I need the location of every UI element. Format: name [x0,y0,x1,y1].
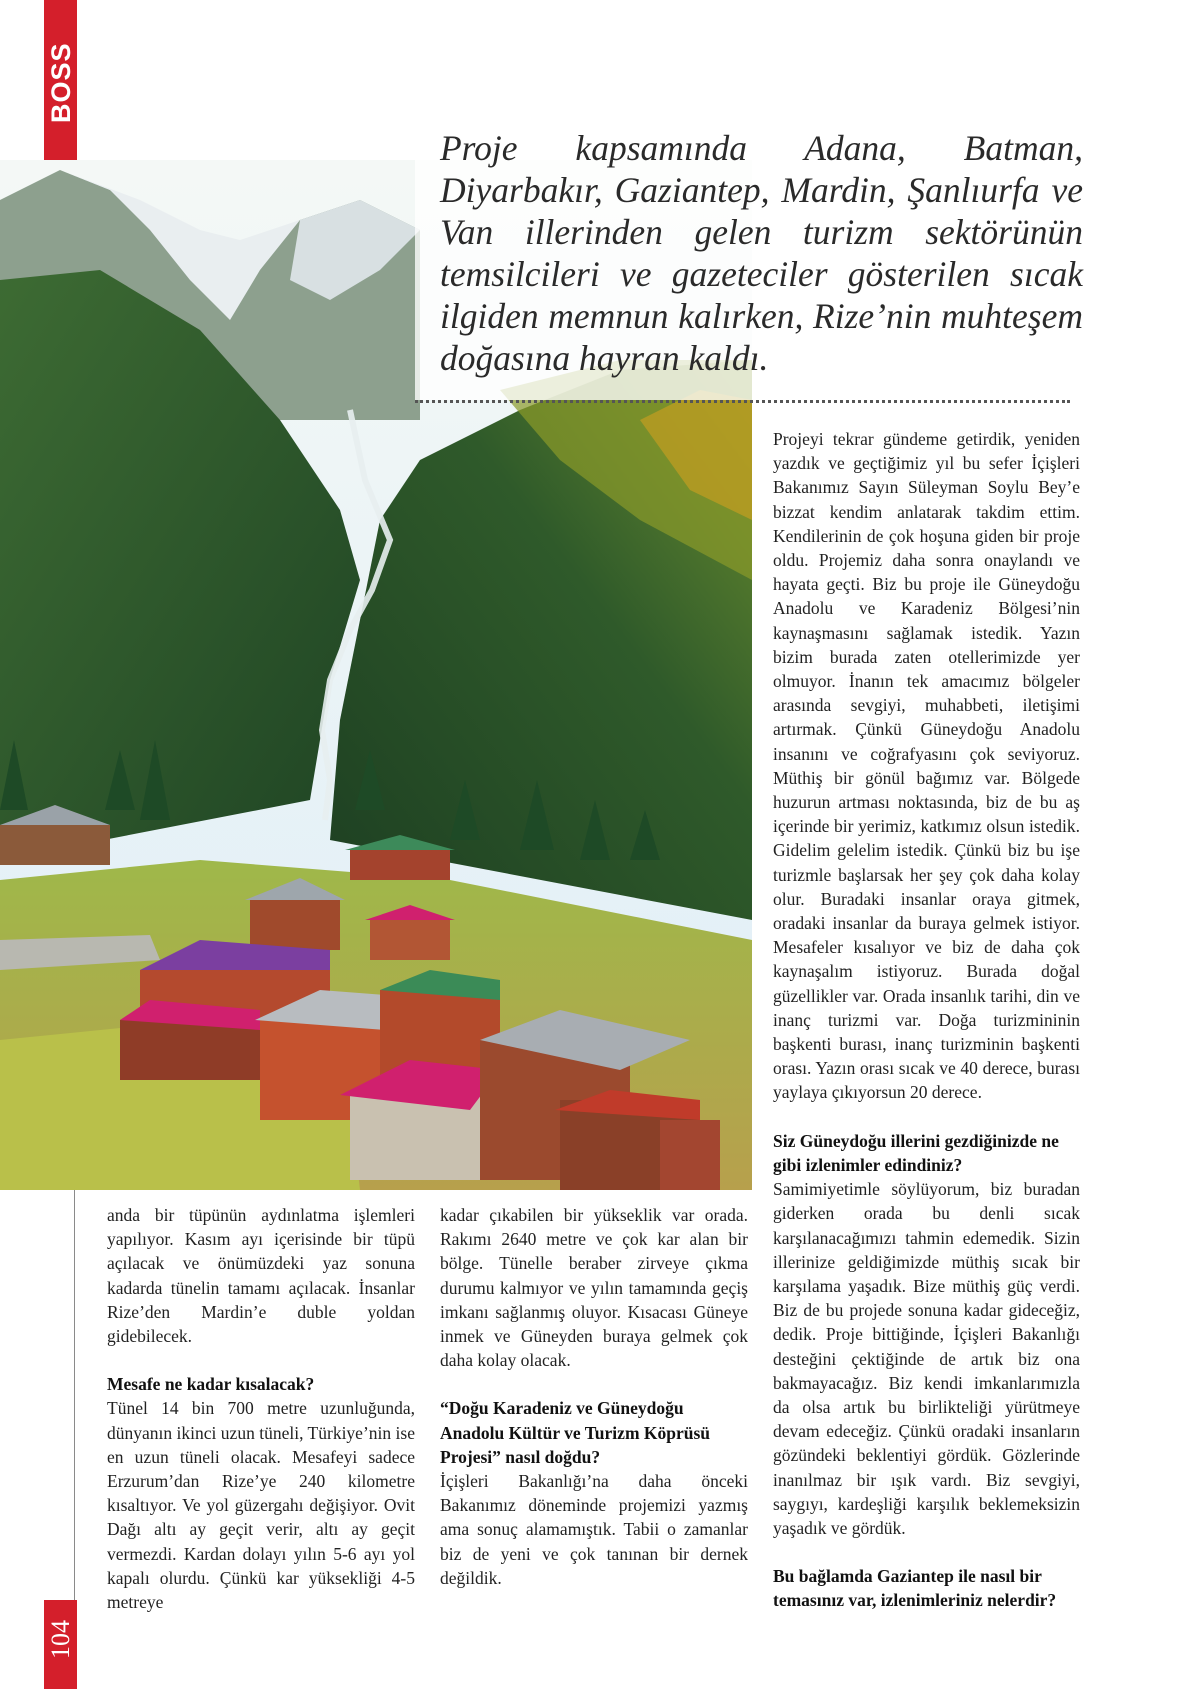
question-heading: Mesafe ne kadar kısalacak? [107,1374,315,1395]
paragraph: Samimiyetimle söylüyorum, biz buradan giderken orada bu denli sıcak karşılanacağımızı tahmin edemedik. Sizin illerinize geldiğimizde müthiş sıcak bir karşılama yaşadık. Bize müthiş güç verdi. Biz de bu projede sonuna kadar gideceğiz, dedik. Proje bittiğinde, İçişleri Bakanlığı desteğini çektiğinde de artık biz ona bakmayacağız. Biz kendi imkanlarımızla da olsa artık bu birlikteliği yürütmeye devam edeceğiz. Çünkü oradaki insanların gözündeki beklentiyi gördük. Gözlerinde inanılmaz bir ışık vardı. Biz sevgiyi, saygıyı, kardeşliği karşılık beklemeksizin yaşadık ve gördük. [773,1179,1080,1538]
question-heading: “Doğu Karadeniz ve Güneydoğu Anadolu Kültür ve Turizm Köprüsü Projesi” nasıl doğdu? [440,1398,711,1467]
article-column-left [107,1203,415,1614]
pull-quote: Proje kapsamında Adana, Batman, Diyarbakır, Gaziantep, Mardin, Şanlıurfa ve Van illerinden gelen turizm sektörünün temsilcileri ve gazeteciler gösterilen sıcak ilgiden memnun kalırken, Rize’nin muhteşem doğasına hayran kaldı. [440,128,1083,378]
dotted-divider [415,400,1070,403]
page-number: 104 [46,1620,75,1660]
paragraph: kadar çıkabilen bir yükseklik var orada. Rakımı 2640 metre ve çok kar alan bir bölge. Tünelle beraber zirveye çıkma durumu kalmıyor ve yılın tamamında geçiş imkanı sağlanmış oluyor. Kısacası Güneye inmek ve Güneyden buraya gelmek çok daha kolay olacak. [440,1205,748,1371]
question-heading: Bu bağlamda Gaziantep ile nasıl bir temasınız var, izlenimleriniz nelerdir? [773,1566,1057,1611]
article-column-middle [440,1203,748,1590]
article-column-right [773,427,1080,1613]
brand-logo: BOSS [46,42,76,123]
paragraph: Tünel 14 bin 700 metre uzunluğunda, dünyanın ikinci uzun tüneli, Türkiye’nin ise en uzun tüneli olacak. Mesafeyi sadece Erzurum’dan Rize’ye 240 kilometre kısaltıyor. Ve yol güzergahı değişiyor. Ovit Dağı altı ay geçit verir, altı ay geçit vermezdi. Kardan dolayı yılın 5-6 ayı yol kapalı olurdu. Çünkü kar yüksekliği 4-5 metreye [107,1398,415,1613]
paragraph: Projeyi tekrar gündeme getirdik, yeniden yazdık ve geçtiğimiz yıl bu sefer İçişleri Bakanımız Sayın Süleyman Soylu Bey’e bizzat kendim anlatarak takdim ettim. Kendilerinin de çok hoşuna giden bir proje oldu. Projemiz daha sonra onaylandı ve hayata geçti. Biz bu proje ile Güneydoğu Anadolu ve Karadeniz Bölgesi’nin kaynaşmasını sağlamak istedik. Yazın bizim burada zaten otellerimizde yer olmuyor. İnanın tek amacımız bölgeler arasında sevgiyi, muhabbeti, iletişimi artırmak. Çünkü Güneydoğu Anadolu insanını ve coğrafyasını çok seviyoruz. Müthiş bir gönül bağımız var. Bölgede huzurun artması noktasında, biz de bu aş içerinde bir yerimiz, katkımız olsun istedik. Gidelim gelelim istedik. Çünkü biz bu işe turizmle başlarsak her şey çok daha kolay olur. Buradaki insanlar oraya gitmek, oradaki insanlar da buraya gelmek istiyor. Mesafeler kısalıyor ve biz de daha çok kaynaşalım istiyoruz. Burada doğal güzellikler var. Orada insanlık tarihi, din ve inanç turizmi var. Doğa turizmininin başkenti burası, inanç turizminin başkenti orası. Yazın orası sıcak ve 40 derece, burası yaylaya çıkıyorsun 20 derece. [773,429,1080,1103]
question-heading: Siz Güneydoğu illerini gezdiğinizde ne gibi izlenimler edindiniz? [773,1130,1059,1175]
paragraph: İçişleri Bakanlığı’na daha önceki Bakanımız döneminde projemizi yazmış ama sonuç alamamıştık. Tabii o zamanlar biz de yeni ve çok tanınan bir dernek değildik. [440,1471,748,1588]
paragraph: anda bir tüpünün aydınlatma işlemleri yapılıyor. Kasım ayı içerisinde bir tüpü açılacak ve önümüzdeki yaz sonuna kadarda tünelin tamamı açılacak. İnsanlar Rize’den Mardin’e duble yoldan gidebilecek. [107,1205,415,1347]
